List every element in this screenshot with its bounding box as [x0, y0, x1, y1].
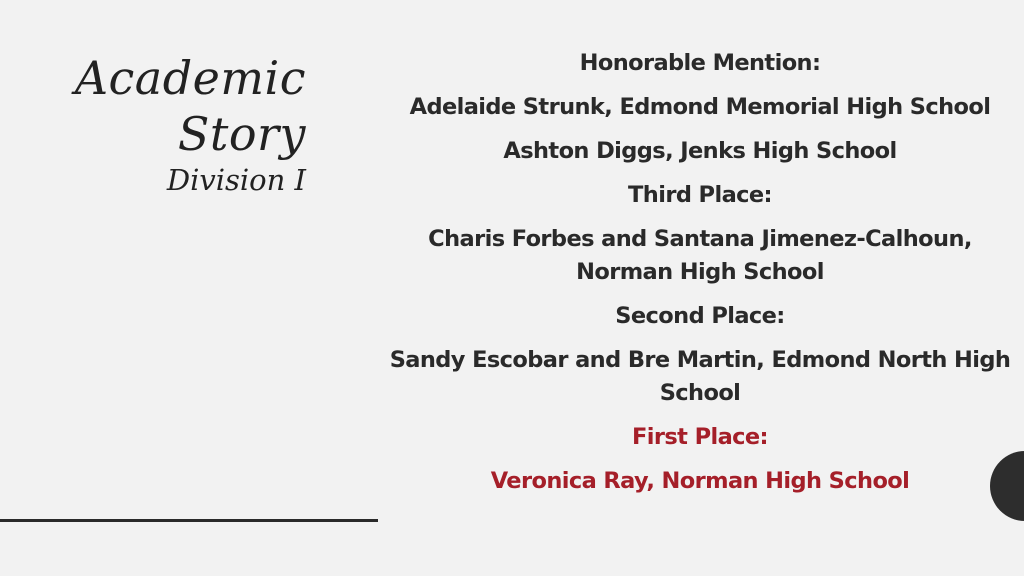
slide-title	[75, 50, 306, 198]
results-list	[388, 47, 1012, 509]
second-place-heading: Second Place:	[615, 303, 785, 329]
third-place-heading: Third Place:	[628, 182, 772, 208]
honorable-mention-heading: Honorable Mention:	[579, 50, 821, 76]
honorable-mention-entry-2: Ashton Diggs, Jenks High School	[503, 138, 897, 164]
first-place-heading: First Place:	[632, 424, 768, 450]
divider-line	[0, 519, 378, 522]
honorable-mention-entry-1: Adelaide Strunk, Edmond Memorial High School	[409, 94, 991, 120]
first-place-entry: Veronica Ray, Norman High School	[490, 468, 910, 494]
title-line-2: Story	[177, 107, 306, 161]
third-place-entry: Charis Forbes and Santana Jimenez-Calhoun, Norman High School	[428, 226, 972, 285]
slide-subtitle: Division I	[166, 163, 306, 197]
title-line-1: Academic	[74, 51, 306, 105]
second-place-entry: Sandy Escobar and Bre Martin, Edmond North High School	[389, 347, 1011, 406]
